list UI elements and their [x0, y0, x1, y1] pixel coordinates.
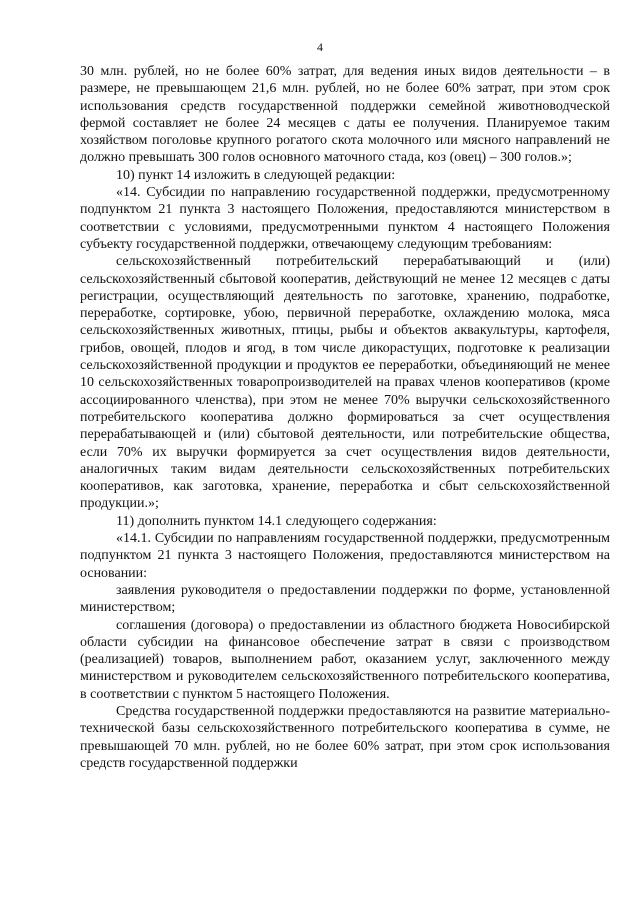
- paragraph-agreement: соглашения (договора) о предоставлении из областного бюджета Новосибирской области субсидии на финансовое обеспечение затрат в связи с производством (реализацией) товаров, выполнением работ, оказанием услуг, заключенного между министерством и руководителем сельскохозяйственного потребительского кооператива, в соответствии с пунктом 5 настоящего Положения.: [80, 617, 610, 702]
- document-body: [80, 63, 610, 772]
- paragraph-continuation: 30 млн. рублей, но не более 60% затрат, для ведения иных видов деятельности – в размере, не превышающем 21,6 млн. рублей, но не более 60% затрат, при этом срок использования средств государственной поддержки семейной животноводческой фермой составляет не более 24 месяцев с даты ее получения. Планируемое таким хозяйством поголовье крупного рогатого скота молочного или мясного направлений не должно превышать 300 голов основного маточного стада, коз (овец) – 300 голов.»;: [80, 64, 610, 166]
- paragraph-item-11: 11) дополнить пунктом 14.1 следующего содержания:: [116, 513, 437, 529]
- paragraph-item-10: 10) пункт 14 изложить в следующей редакции:: [116, 167, 396, 183]
- paragraph-funds: Средства государственной поддержки предоставляются на развитие материально-технической базы сельскохозяйственного потребительского кооператива в сумме, не превышающей 70 млн. рублей, но не более 60% затрат, при этом срок использования средств государственной поддержки: [80, 703, 610, 771]
- paragraph-requirements: сельскохозяйственный потребительский перерабатывающий и (или) сельскохозяйственный сбытовой кооператив, действующий не менее 12 месяцев с даты регистрации, осуществляющий деятельность по заготовке, хранению, подработке, переработке, сортировке, убою, первичной переработке, охлаждению молока, мяса сельскохозяйственных животных, птицы, рыбы и объектов аквакультуры, картофеля, грибов, овощей, плодов и ягод, в том числе дикорастущих, подготовке к реализации сельскохозяйственной продукции и продуктов ее переработки, объединяющий не менее 10 сельскохозяйственных товаропроизводителей на правах членов кооперативов (кроме ассоциированного членства), при этом не менее 70% выручки сельскохозяйственного потребительского кооператива должно формироваться за счет осуществления перерабатывающей и (или) сбытовой деятельности, или потребительские общества, если 70% их выручки формируется за счет осуществления видов деятельности, аналогичных таким видам деятельности сельскохозяйственных потребительских кооперативов, как заготовка, хранение, переработка и сбыт сельскохозяйственной продукции.»;: [80, 254, 610, 512]
- paragraph-clause-14: «14. Субсидии по направлению государственной поддержки, предусмотренному подпунктом 21 пункта 3 настоящего Положения, предоставляются министерством в соответствии с условиями, предусмотренными пунктом 4 настоящего Положения субъекту государственной поддержки, отвечающему следующим требованиям:: [80, 185, 610, 252]
- paragraph-application: заявления руководителя о предоставлении поддержки по форме, установленной министерством;: [80, 582, 610, 616]
- paragraph-clause-14-1: «14.1. Субсидии по направлениям государственной поддержки, предусмотренным подпунктом 21 пункта 3 настоящего Положения, предоставляются министерством на основании:: [80, 531, 610, 581]
- page-number: 4: [317, 40, 323, 54]
